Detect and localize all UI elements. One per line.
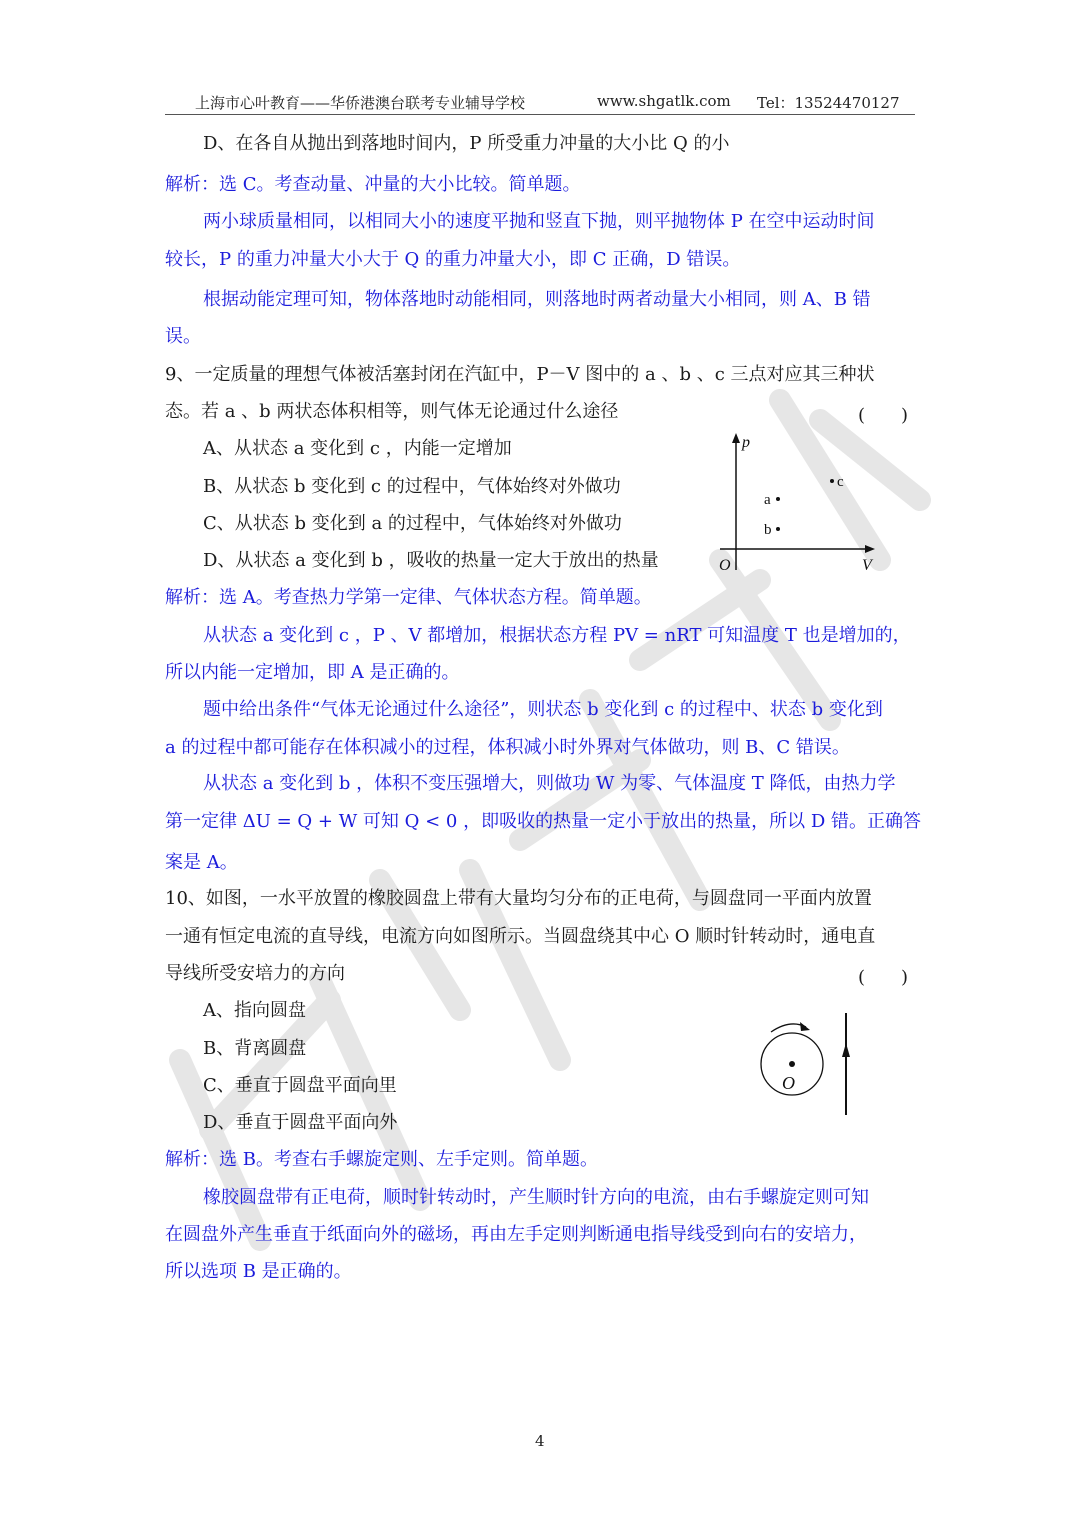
q9-analysis-line: 案是 A。 (165, 852, 238, 873)
q9-analysis-line: 从状态 a 变化到 b ，体积不变压强增大，则做功 W 为零、气体温度 T 降低，由热力学 (203, 773, 896, 794)
origin-label: O (719, 557, 731, 574)
q10-analysis-line: 橡胶圆盘带有正电荷，顺时针转动时，产生顺时针方向的电流，由右手螺旋定则可知 (203, 1187, 869, 1208)
q9-analysis-line: 从状态 a 变化到 c ，P 、V 都增加，根据状态方程 PV = nRT 可知温度 T 也是增加的， (203, 625, 911, 646)
point-a-label: a (764, 492, 771, 508)
q9-analysis-line: a 的过程中都可能存在体积减小的过程，体积减小时外界对气体做功，则 B、C 错误。 (165, 737, 850, 758)
point-b-label: b (764, 522, 772, 538)
q10-stem: 10、如图，一水平放置的橡胶圆盘上带有大量均匀分布的正电荷，与圆盘同一平面内放置 (165, 888, 872, 909)
q9-answer-blank: ( ) (858, 405, 909, 426)
q8-analysis-line: 误。 (165, 326, 201, 347)
clockwise-arrow-icon (800, 1022, 810, 1031)
q9-analysis-line: 第一定律 ΔU = Q + W 可知 Q < 0 ，即吸收的热量一定小于放出的热量，所以 D 错。正确答 (165, 811, 921, 832)
q9-option-d: D、从状态 a 变化到 b ，吸收的热量一定大于放出的热量 (203, 550, 659, 571)
q10-stem: 一通有恒定电流的直导线，电流方向如图所示。当圆盘绕其中心 O 顺时针转动时，通电直 (165, 926, 876, 947)
point-a-dot (776, 497, 780, 501)
p-axis-label: p (742, 434, 750, 451)
q8-analysis-line: 根据动能定理可知，物体落地时动能相同，则落地时两者动量大小相同，则 A、B 错 (203, 289, 871, 310)
q9-option-c: C、从状态 b 变化到 a 的过程中，气体始终对外做功 (203, 513, 622, 534)
point-b-dot (776, 527, 780, 531)
page-header (165, 92, 915, 115)
q10-option-d: D、垂直于圆盘平面向外 (203, 1112, 398, 1133)
q9-option-a: A、从状态 a 变化到 c ，内能一定增加 (203, 438, 512, 459)
q9-analysis-line: 所以内能一定增加，即 A 是正确的。 (165, 662, 460, 683)
disc-wire-diagram (740, 1005, 870, 1130)
header-website: www.shgatlk.com (597, 92, 731, 110)
q10-answer-blank: ( ) (858, 967, 909, 988)
p-axis-arrow-icon (732, 433, 740, 443)
q9-stem: 9、一定质量的理想气体被活塞封闭在汽缸中，P－V 图中的 a 、b 、c 三点对应其三种状 (165, 364, 875, 385)
pv-diagram (700, 425, 900, 580)
point-c-label: c (837, 474, 844, 490)
q10-stem: 导线所受安培力的方向 (165, 963, 345, 984)
q8-analysis-line: 较长，P 的重力冲量大小大于 Q 的重力冲量大小，即 C 正确，D 错误。 (165, 249, 741, 270)
q10-option-b: B、背离圆盘 (203, 1038, 307, 1059)
v-axis-label: V (862, 557, 872, 574)
q10-option-a: A、指向圆盘 (203, 1000, 306, 1021)
disc-center-dot (789, 1061, 795, 1067)
q10-analysis-line: 在圆盘外产生垂直于纸面向外的磁场，再由左手定则判断通电指导线受到向右的安培力， (165, 1224, 867, 1245)
q8-analysis-line: 两小球质量相同，以相同大小的速度平抛和竖直下抛，则平抛物体 P 在空中运动时间 (203, 211, 875, 232)
q9-stem: 态。若 a 、b 两状态体积相等，则气体无论通过什么途径 (165, 401, 619, 422)
point-c-dot (830, 479, 834, 483)
q10-analysis-line: 所以选项 B 是正确的。 (165, 1261, 352, 1282)
q10-analysis-title: 解析：选 B。考查右手螺旋定则、左手定则。简单题。 (165, 1149, 598, 1170)
q8-option-d: D、在各自从抛出到落地时间内，P 所受重力冲量的大小比 Q 的小 (203, 133, 730, 154)
center-label: O (782, 1073, 795, 1093)
v-axis-arrow-icon (865, 545, 875, 553)
page-number: 4 (535, 1432, 545, 1450)
q9-analysis-title: 解析：选 A。考查热力学第一定律、气体状态方程。简单题。 (165, 587, 652, 608)
header-school-name: 上海市心叶教育——华侨港澳台联考专业辅导学校 (195, 94, 526, 112)
q8-analysis-title: 解析：选 C。考查动量、冲量的大小比较。简单题。 (165, 174, 581, 195)
header-phone: Tel：13524470127 (757, 94, 900, 112)
q10-option-c: C、垂直于圆盘平面向里 (203, 1075, 397, 1096)
q9-option-b: B、从状态 b 变化到 c 的过程中，气体始终对外做功 (203, 476, 621, 497)
current-direction-arrow-icon (842, 1043, 850, 1057)
q9-analysis-line: 题中给出条件“气体无论通过什么途径”，则状态 b 变化到 c 的过程中、状态 b 变化到 (203, 699, 883, 720)
